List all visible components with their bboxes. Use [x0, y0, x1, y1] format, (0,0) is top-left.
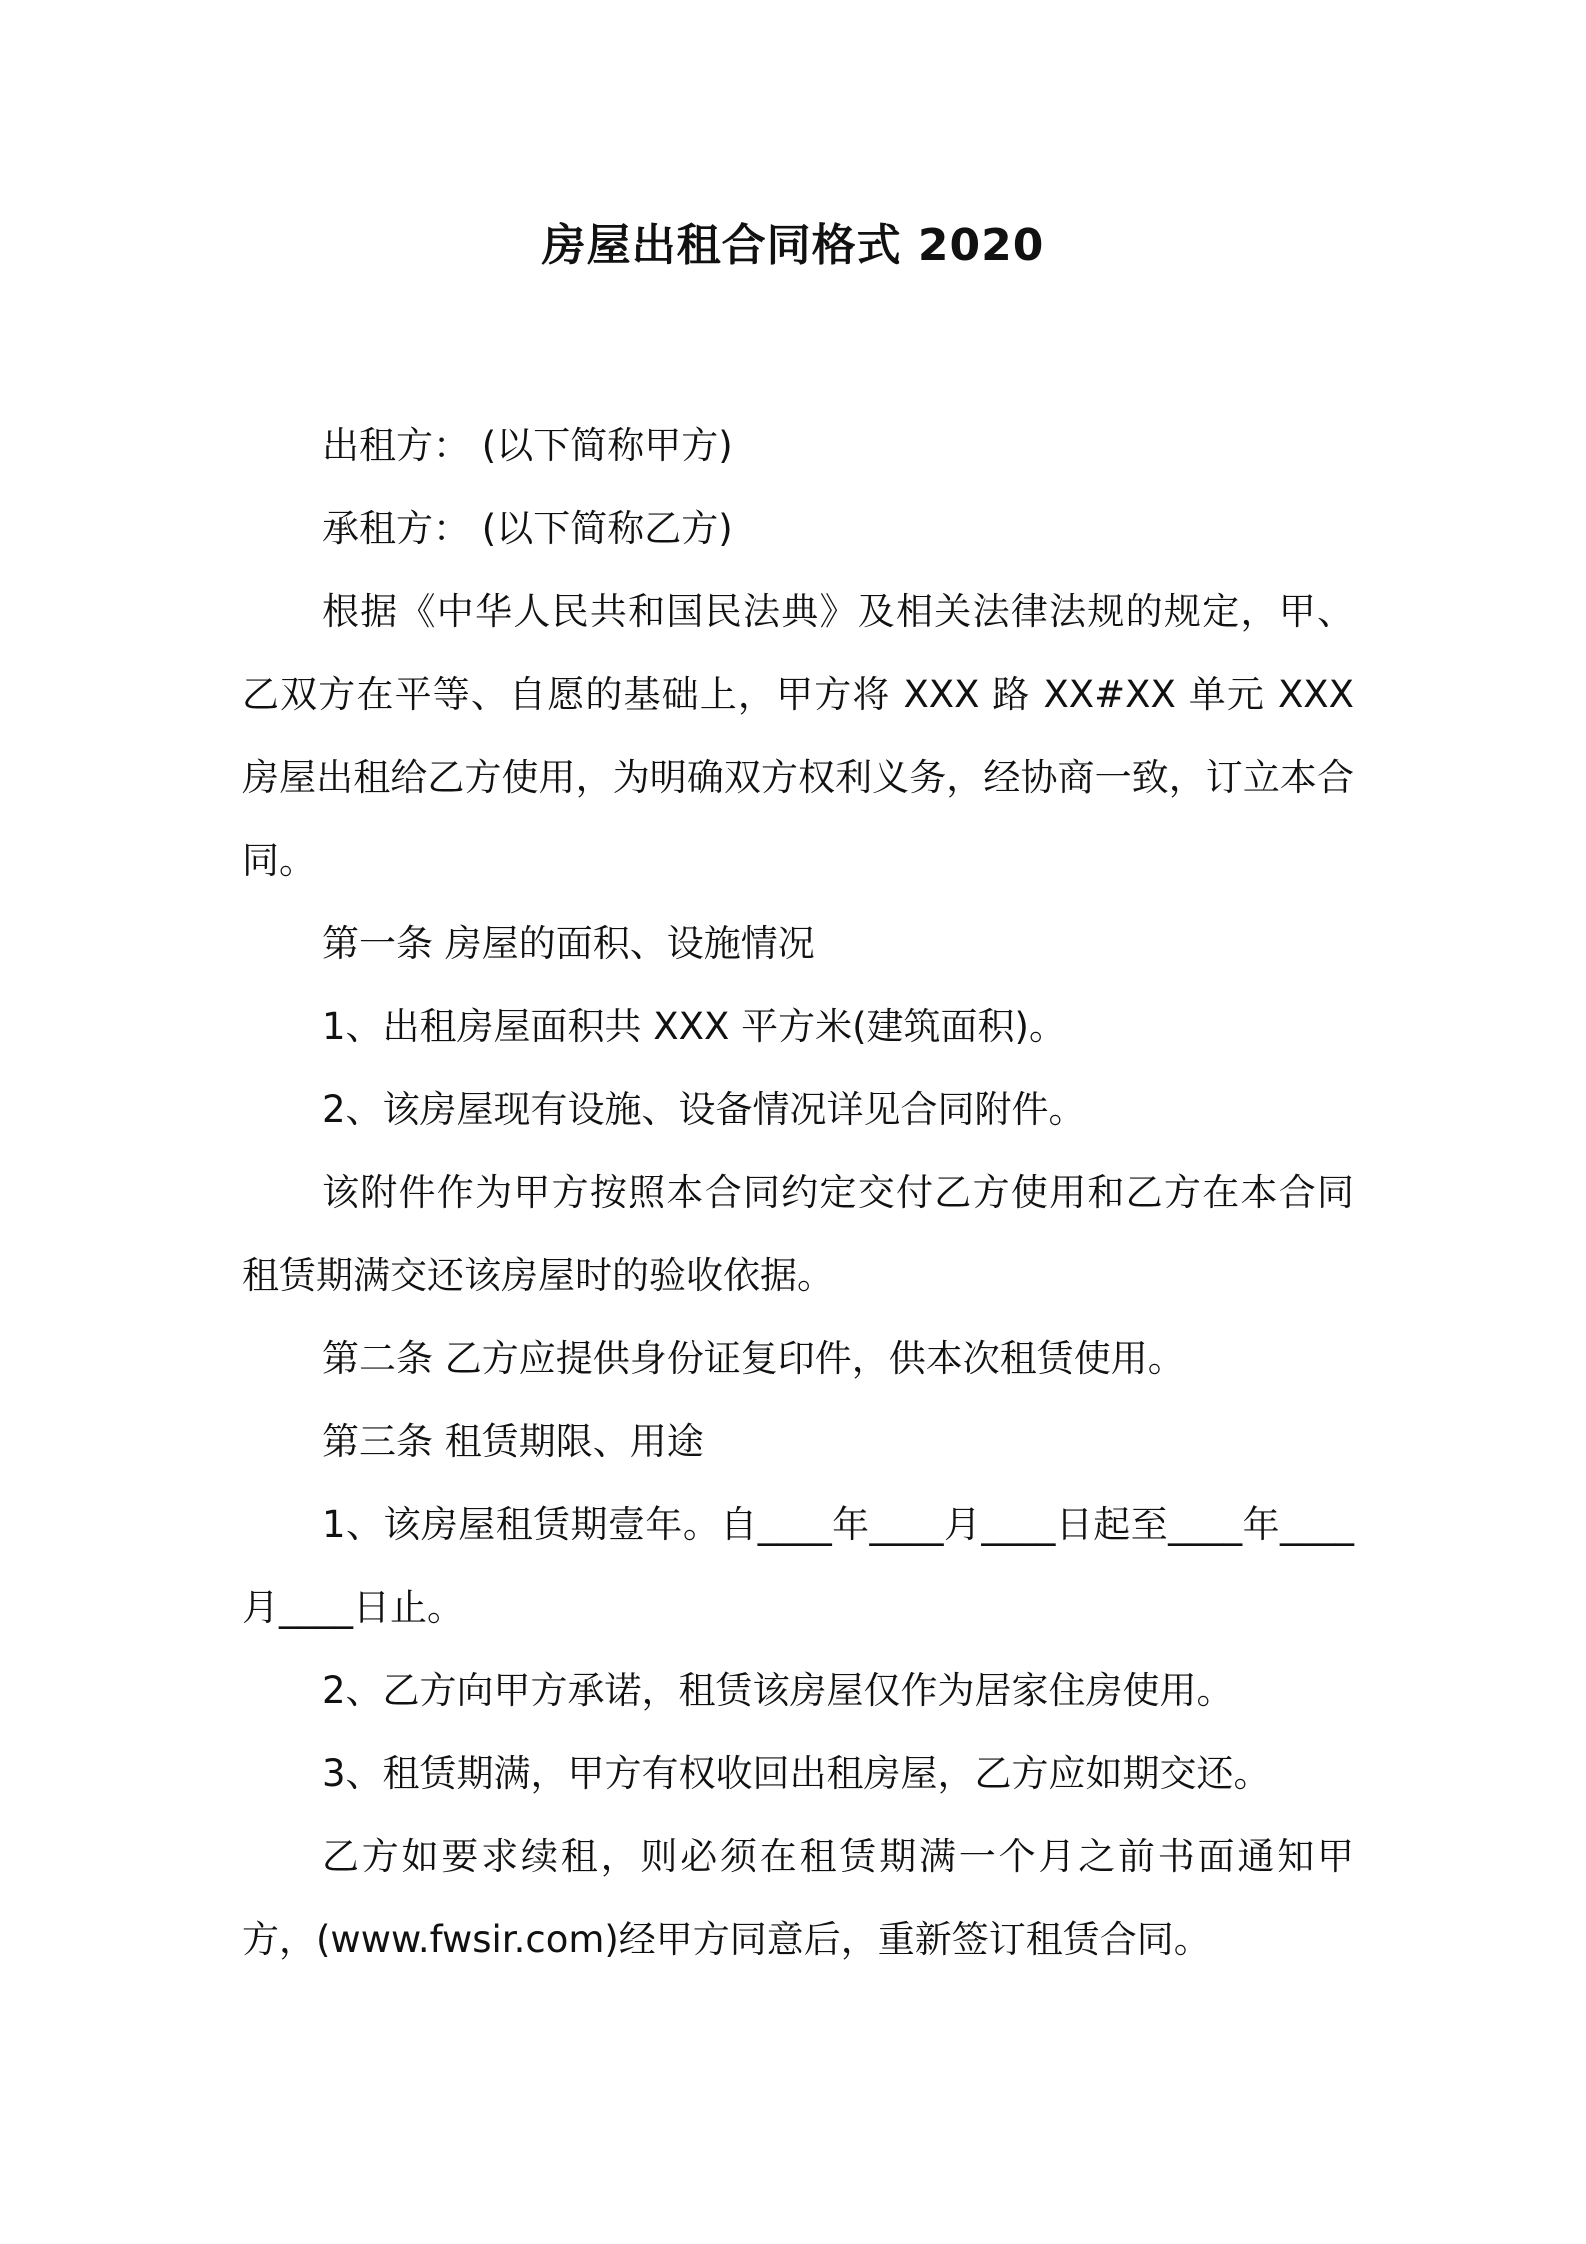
lessor-line: 出租方： (以下简称甲方) — [322, 424, 733, 467]
article-1-item-2: 2、该房屋现有设施、设备情况详见合同附件。 — [322, 1088, 1086, 1131]
article-3-item-3: 3、租赁期满，甲方有权收回出租房屋，乙方应如期交还。 — [322, 1752, 1271, 1795]
document-title: 房屋出租合同格式 2020 — [541, 220, 1045, 271]
article-3-heading: 第三条 租赁期限、用途 — [322, 1420, 704, 1463]
article-3-item-1: 1、该房屋租赁期壹年。自____年____月____日起至____年____月____日止。 — [242, 1503, 1354, 1629]
article-1-note: 该附件作为甲方按照本合同约定交付乙方使用和乙方在本合同租赁期满交还该房屋时的验收依据。 — [242, 1171, 1354, 1297]
renewal-paragraph: 乙方如要求续租，则必须在租赁期满一个月之前书面通知甲方，(www.fwsir.com)经甲方同意后，重新签订租赁合同。 — [242, 1835, 1354, 1961]
document-body — [242, 404, 1354, 1981]
article-2-paragraph: 第二条 乙方应提供身份证复印件，供本次租赁使用。 — [322, 1337, 1185, 1380]
lessee-line: 承租方： (以下简称乙方) — [322, 507, 733, 550]
preamble-paragraph: 根据《中华人民共和国民法典》及相关法律法规的规定，甲、乙双方在平等、自愿的基础上，甲方将 XXX 路 XX#XX 单元 XXX 房屋出租给乙方使用，为明确双方权利义务，经协商一致，订立本合同。 — [242, 590, 1354, 882]
article-3-item-2: 2、乙方向甲方承诺，租赁该房屋仅作为居家住房使用。 — [322, 1669, 1234, 1712]
article-1-item-1: 1、出租房屋面积共 XXX 平方米(建筑面积)。 — [322, 1005, 1066, 1048]
article-1-heading: 第一条 房屋的面积、设施情况 — [322, 922, 815, 965]
